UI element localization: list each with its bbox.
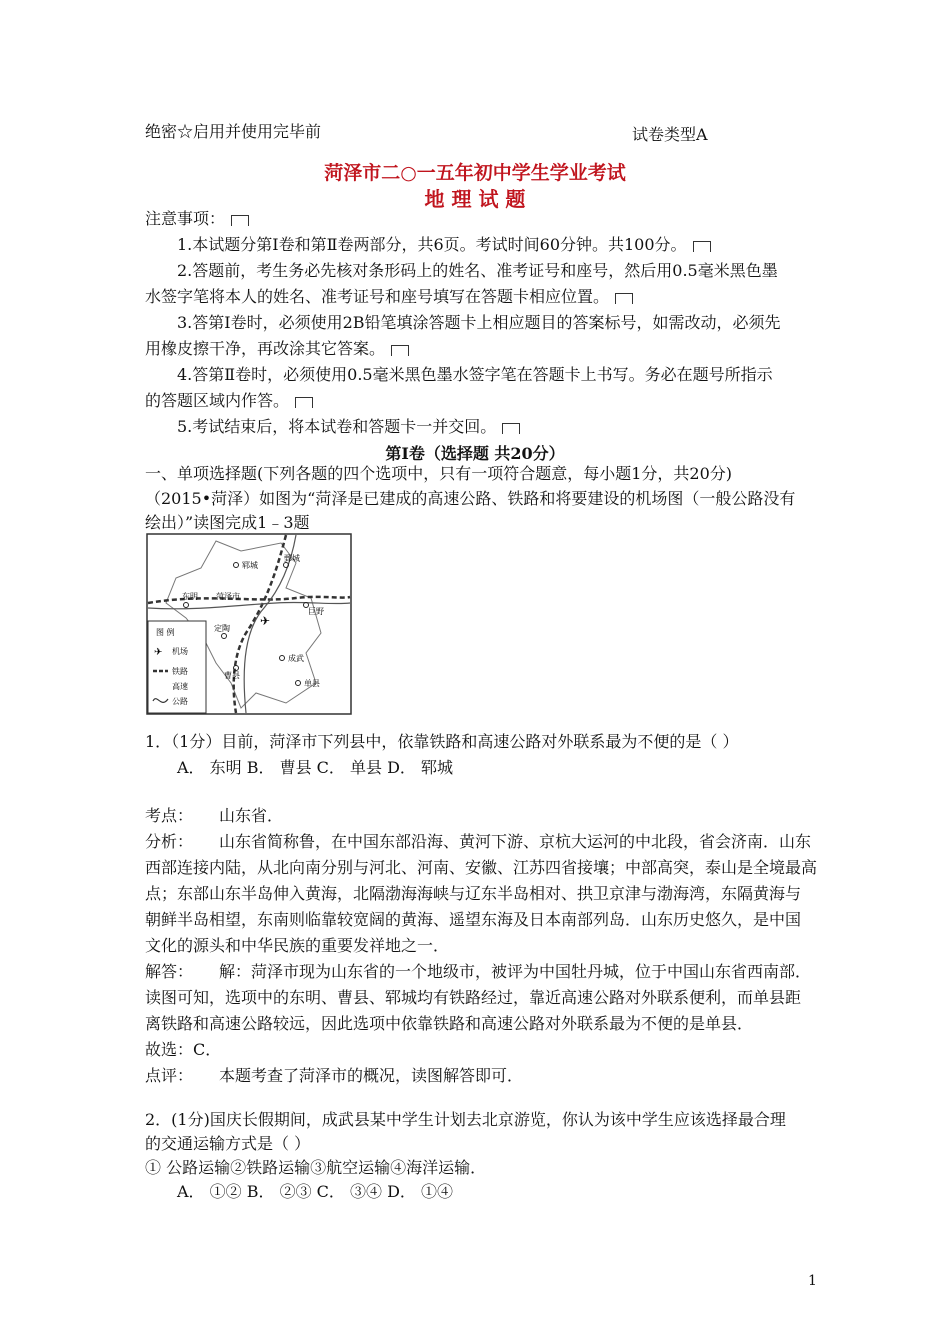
city-label-caoxian: 曹县 xyxy=(224,671,240,680)
note-2b: 水签字笔将本人的姓名、准考证号和座号填写在答题卡相应位置。 xyxy=(145,287,633,307)
legend-railway: 铁路 xyxy=(172,667,188,676)
q1-fenxi-3: 点；东部山东半岛伸入黄海，北隔渤海海峡与辽东半岛相对、拱卫京津与渤海湾，东隔黄海与 xyxy=(145,884,802,903)
q2-choices: ① 公路运输②铁路运输③航空运输④海洋运输． xyxy=(145,1158,487,1177)
legend-airport: 机场 xyxy=(172,647,188,656)
q2-stem-1: 2．(1分)国庆长假期间，成武县某中学生计划去北京游览，你认为该中学生应该选择最合理 xyxy=(145,1110,786,1129)
city-label-dongming: 东明 xyxy=(182,592,198,601)
section1-instructions: 一、单项选择题(下列各题的四个选项中，只有一项符合题意，每小题1分，共20分) xyxy=(145,464,733,483)
city-label-shanxian: 单县 xyxy=(304,679,320,688)
note-4b: 的答题区域内作答。 xyxy=(145,391,313,411)
q1-kaodian: 考点： 山东省． xyxy=(145,806,284,825)
heze-map xyxy=(146,533,352,715)
city-label-heze: 菏泽市 xyxy=(216,592,240,601)
exam-title: 菏泽市二○一五年初中学生学业考试 xyxy=(324,162,626,184)
legend-title: 图 例 xyxy=(156,628,175,637)
legend-airport-icon: ✈ xyxy=(154,647,163,658)
q1-fenxi-2: 西部连接内陆，从北向南分别与河北、河南、安徽、江苏四省接壤；中部高突，泰山是全境最高 xyxy=(145,858,818,877)
paper-type: 试卷类型A xyxy=(632,125,708,144)
intro-line-1: （2015•菏泽）如图为“菏泽是已建成的高速公路、铁路和将要建设的机场图（一般公路没有 xyxy=(145,489,796,508)
q1-options: A． 东明 B． 曹县 C． 单县 D． 郓城 xyxy=(177,758,453,777)
legend-highway-1: 高速 xyxy=(172,682,188,691)
city-label-juye: 巨野 xyxy=(308,607,324,616)
city-label-dingtao: 定陶 xyxy=(214,624,230,633)
notes-heading: 注意事项： xyxy=(145,209,249,229)
note-4a: 4.答第Ⅱ卷时，必须使用0.5毫米黑色墨水签字笔在答题卡上书写。务必在题号所指示 xyxy=(177,365,773,384)
q1-stem: 1．（1分）目前，菏泽市下列县中，依靠铁路和高速公路对外联系最为不便的是（ ） xyxy=(145,732,739,751)
q1-fenxi-4: 朝鲜半岛相望，东南则临靠较宽阔的黄海、遥望东海及日本南部列岛．山东历史悠久，是中国 xyxy=(145,910,802,929)
note-1: 1.本试题分第Ⅰ卷和第Ⅱ卷两部分，共6页。考试时间60分钟。共100分。 xyxy=(177,235,711,255)
q1-jieda-2: 读图可知，选项中的东明、曹县、郓城均有铁路经过，靠近高速公路对外联系便利，而单县距 xyxy=(145,988,802,1007)
subject-title: 地 理 试 题 xyxy=(424,187,526,211)
secret-label: 绝密☆启用并使用完毕前 xyxy=(145,122,322,141)
q1-answer: 故选：C． xyxy=(145,1040,222,1059)
note-5: 5.考试结束后，将本试卷和答题卡一并交回。 xyxy=(177,417,520,437)
q1-fenxi-1: 分析： 山东省简称鲁，在中国东部沿海、黄河下游、京杭大运河的中北段，省会济南．山东 xyxy=(145,832,812,851)
q1-jieda-1: 解答： 解：菏泽市现为山东省的一个地级市，被评为中国牡丹城，位于中国山东省西南部． xyxy=(145,962,812,981)
city-label-yuncheng: 郓城 xyxy=(242,561,258,570)
airport-icon: ✈ xyxy=(260,614,271,628)
city-label-chengwu: 成武 xyxy=(288,654,304,663)
q1-fenxi-5: 文化的源头和中华民族的重要发祥地之一． xyxy=(145,936,450,955)
legend-highway-2: 公路 xyxy=(172,697,188,706)
q1-dianping: 点评： 本题考查了菏泽市的概况，读图解答即可． xyxy=(145,1066,524,1085)
section1-title: 第Ⅰ卷（选择题 共20分） xyxy=(385,444,565,463)
note-3a: 3.答第Ⅰ卷时，必须使用2B铅笔填涂答题卡上相应题目的答案标号，如需改动，必须先 xyxy=(177,313,781,332)
intro-line-2: 绘出）”读图完成1﹣3题 xyxy=(145,513,310,532)
q2-options: A． ①② B． ②③ C． ③④ D． ①④ xyxy=(177,1182,453,1201)
page-number: 1 xyxy=(808,1273,817,1289)
note-3b: 用橡皮擦干净，再改涂其它答案。 xyxy=(145,339,409,359)
note-2a: 2.答题前，考生务必先核对条形码上的姓名、准考证号和座号，然后用0.5毫米黑色墨 xyxy=(177,261,778,280)
q2-stem-2: 的交通运输方式是（ ） xyxy=(145,1134,311,1153)
q1-jieda-3: 离铁路和高速公路较远，因此选项中依靠铁路和高速公路对外联系最为不便的是单县． xyxy=(145,1014,754,1033)
city-label-juancheng: 鄄城 xyxy=(284,554,300,563)
